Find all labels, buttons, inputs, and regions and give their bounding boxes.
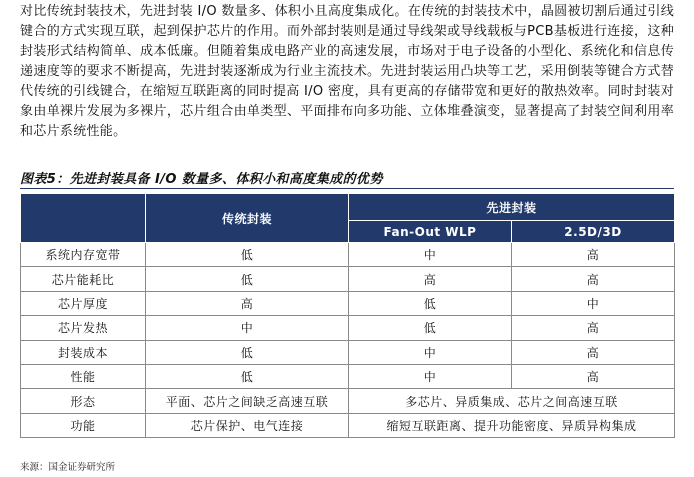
row-label: 封装成本 <box>21 340 146 364</box>
cell-traditional: 低 <box>146 340 349 364</box>
row-label: 芯片厚度 <box>21 291 146 315</box>
cell-traditional: 平面、芯片之间缺乏高速互联 <box>146 389 349 413</box>
table-row <box>21 364 675 388</box>
table-row-function <box>21 413 675 437</box>
cell-fanout: 中 <box>349 364 512 388</box>
header-25d3d: 2.5D/3D <box>512 221 675 243</box>
row-label: 形态 <box>21 389 146 413</box>
table-row <box>21 291 675 315</box>
table-row <box>21 243 675 267</box>
cell-traditional: 低 <box>146 364 349 388</box>
table-row <box>21 267 675 291</box>
header-fanout: Fan-Out WLP <box>349 221 512 243</box>
header-advanced: 先进封装 <box>349 194 675 221</box>
comparison-table <box>20 193 675 438</box>
cell-traditional: 高 <box>146 291 349 315</box>
table-header-row <box>21 194 675 221</box>
cell-fanout: 中 <box>349 340 512 364</box>
cell-traditional: 低 <box>146 267 349 291</box>
table-row-form <box>21 389 675 413</box>
row-label: 系统内存宽带 <box>21 243 146 267</box>
source-note: 来源：国金证券研究所 <box>20 462 116 473</box>
cell-25d3d: 高 <box>512 243 675 267</box>
cell-fanout: 低 <box>349 291 512 315</box>
table-row <box>21 340 675 364</box>
cell-traditional: 低 <box>146 243 349 267</box>
cell-fanout: 中 <box>349 243 512 267</box>
cell-advanced: 多芯片、异质集成、芯片之间高速互联 <box>349 389 675 413</box>
row-label: 芯片能耗比 <box>21 267 146 291</box>
caption-divider <box>20 188 674 189</box>
cell-fanout: 低 <box>349 316 512 340</box>
row-label: 性能 <box>21 364 146 388</box>
cell-25d3d: 高 <box>512 340 675 364</box>
cell-25d3d: 中 <box>512 291 675 315</box>
cell-25d3d: 高 <box>512 267 675 291</box>
cell-25d3d: 高 <box>512 364 675 388</box>
row-label: 芯片发热 <box>21 316 146 340</box>
header-corner <box>21 194 146 243</box>
cell-traditional: 中 <box>146 316 349 340</box>
cell-advanced: 缩短互联距离、提升功能密度、异质异构集成 <box>349 413 675 437</box>
table-row <box>21 316 675 340</box>
cell-traditional: 芯片保护、电气连接 <box>146 413 349 437</box>
row-label: 功能 <box>21 413 146 437</box>
cell-fanout: 高 <box>349 267 512 291</box>
header-traditional: 传统封装 <box>146 194 349 243</box>
intro-paragraph: 对比传统封装技术，先进封装 I/O 数量多、体积小且高度集成化。在传统的封装技术中，晶圆被切割后通过引线键合的方式实现互联，起到保护芯片的作用。而外部封装则是通过导线架或导线载板与PCB基板进行连接，这种封装形式结构简单、成本低廉。但随着集成电路产业的高速发展，市场对于电子设备的小型化、系统化和信息传递速度等的要求不断提高，先进封装逐渐成为行业主流技术。先进封装运用凸块等工艺，采用倒装等键合方式替代传统的引线键合，在缩短互联距离的同时提高 I/O 密度，具有更高的存储带宽和更好的散热效率。同时封装对象由单裸片发展为多裸片，芯片组合由单类型、平面排布向多功能、立体堆叠演变，显著提高了封装空间利用率和芯片系统性能。 <box>20 4 674 139</box>
cell-25d3d: 高 <box>512 316 675 340</box>
table-caption: 图表5：先进封装具备 I/O 数量多、体积小和高度集成的优势 <box>20 172 383 187</box>
